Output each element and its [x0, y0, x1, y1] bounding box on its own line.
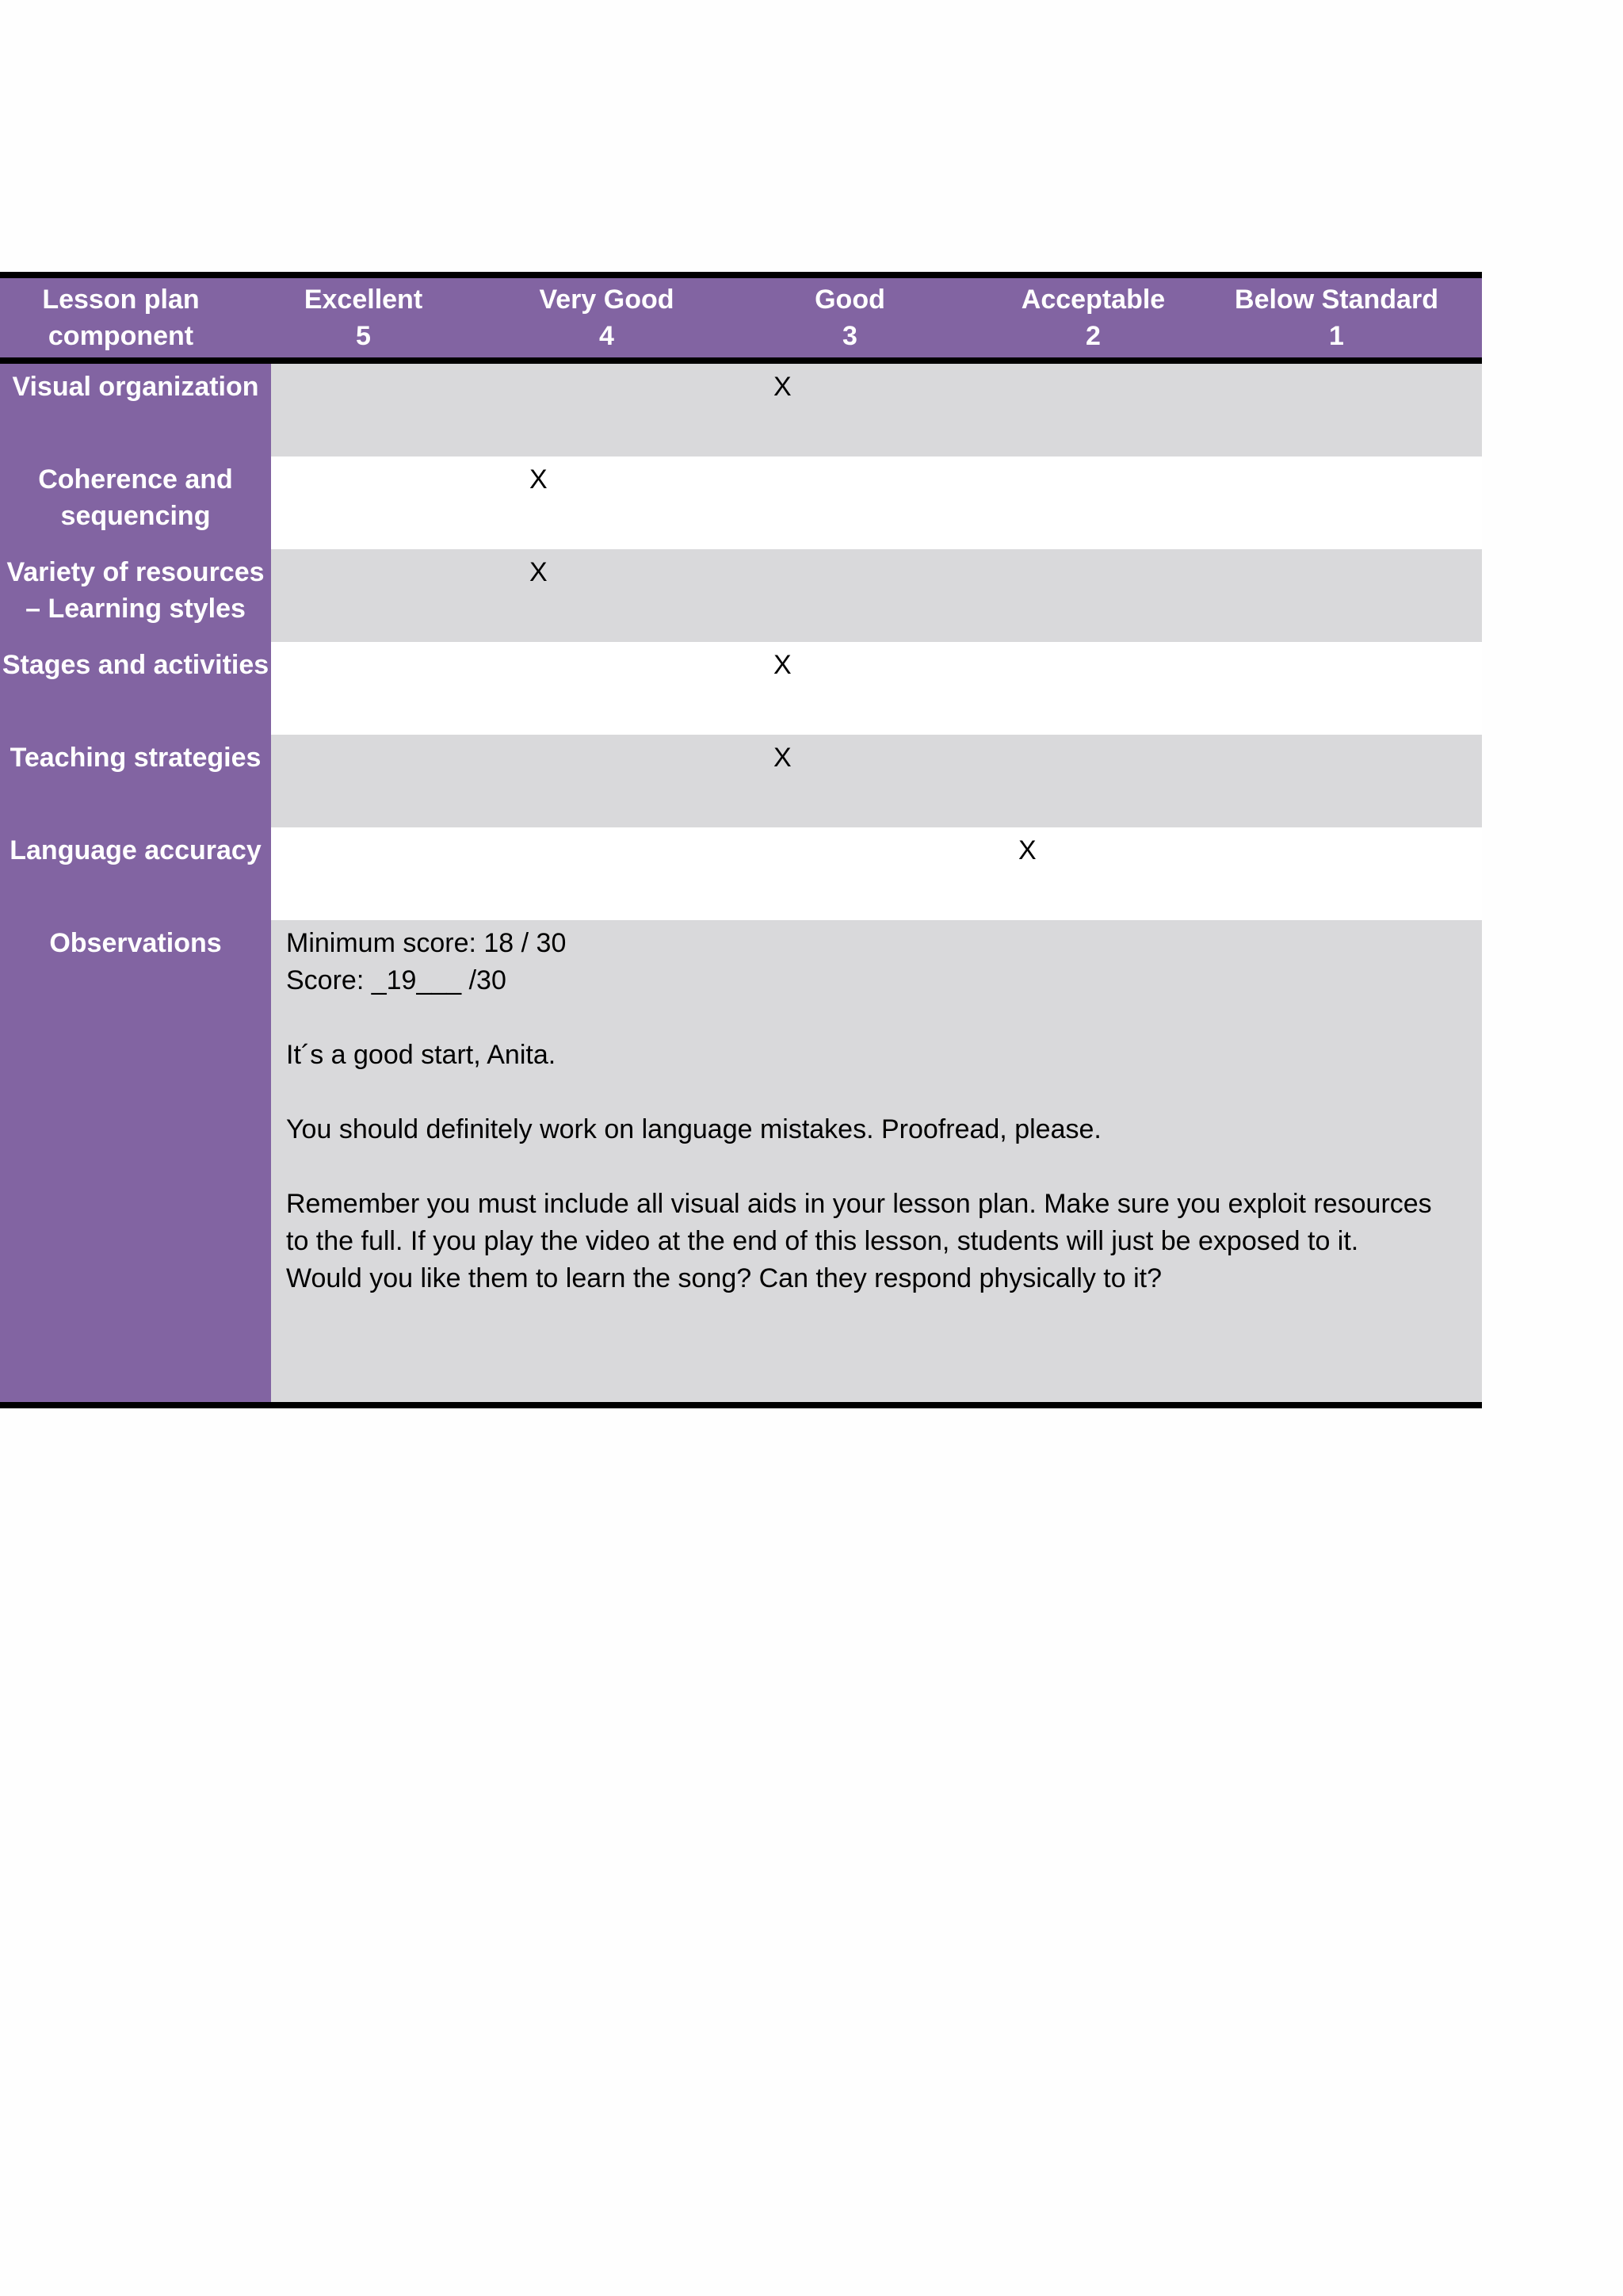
observations-content: [271, 920, 1482, 1402]
row-label-stages-and-activities: [0, 642, 271, 735]
observations-label-text: Observations: [49, 928, 222, 958]
header-good: [728, 278, 972, 357]
row-label-line: Stages and activities: [2, 650, 269, 680]
comment-greeting: It´s a good start, Anita.: [286, 1040, 556, 1070]
row-label-variety-of-resources: [0, 549, 271, 642]
header-component: [0, 278, 242, 357]
rating-area: [271, 549, 1482, 642]
header-below-standard: [1215, 278, 1458, 357]
header-label: Very Good: [539, 285, 674, 315]
header-label: Below Standard: [1235, 285, 1438, 315]
comment-resources-line: Would you like them to learn the song? Can they respond physically to it?: [286, 1263, 1162, 1293]
header-score: 1: [1329, 321, 1344, 351]
rating-mark: X: [773, 372, 792, 402]
comment-language: You should definitely work on language mistakes. Proofread, please.: [286, 1114, 1102, 1144]
table-row: [0, 457, 1482, 549]
header-score: 4: [599, 321, 614, 351]
row-label-line: Variety of resources: [6, 557, 265, 587]
header-very-good: [485, 278, 728, 357]
comment-resources-line: to the full. If you play the video at the end of this lesson, students will just be exposed to it.: [286, 1226, 1359, 1256]
observations-label: [0, 920, 271, 1402]
rating-mark: X: [773, 743, 792, 773]
rating-mark: X: [529, 557, 548, 587]
score: Score: _19___ /30: [286, 965, 506, 995]
row-label-teaching-strategies: [0, 735, 271, 827]
header-label: Acceptable: [1021, 285, 1166, 315]
table-row: [0, 364, 1482, 457]
rating-area: [271, 457, 1482, 549]
row-label-line: Teaching strategies: [10, 743, 262, 773]
header-label: Excellent: [304, 285, 423, 315]
table-row: [0, 549, 1482, 642]
table-row: [0, 827, 1482, 920]
header-label: Good: [815, 285, 885, 315]
header-component-line1: Lesson plan: [42, 285, 200, 315]
row-label-line: sequencing: [60, 501, 211, 531]
row-label-coherence: [0, 457, 271, 549]
observations-row: [0, 920, 1482, 1402]
header-row: [0, 278, 1482, 364]
row-label-line: Visual organization: [12, 372, 259, 402]
comment-resources-line: Remember you must include all visual aids in your lesson plan. Make sure you exploit resources: [286, 1189, 1432, 1219]
header-component-line2: component: [48, 321, 194, 351]
rating-mark: X: [529, 464, 548, 495]
rating-area: [271, 642, 1482, 735]
header-score: 2: [1086, 321, 1101, 351]
header-excellent: [242, 278, 485, 357]
rating-mark: X: [773, 650, 792, 680]
row-label-line: Language accuracy: [10, 835, 262, 865]
table-row: [0, 642, 1482, 735]
row-label-language-accuracy: [0, 827, 271, 920]
header-score: 3: [842, 321, 857, 351]
rating-area: [271, 364, 1482, 457]
row-label-line: – Learning styles: [25, 594, 246, 624]
row-label-line: Coherence and: [38, 464, 233, 495]
rating-mark: X: [1018, 835, 1037, 865]
header-acceptable: [972, 278, 1215, 357]
minimum-score: Minimum score: 18 / 30: [286, 928, 567, 958]
rating-area: [271, 827, 1482, 920]
table-row: [0, 735, 1482, 827]
header-score: 5: [356, 321, 371, 351]
rubric-table: [0, 272, 1482, 1408]
rating-area: [271, 735, 1482, 827]
row-label-visual-organization: [0, 364, 271, 457]
